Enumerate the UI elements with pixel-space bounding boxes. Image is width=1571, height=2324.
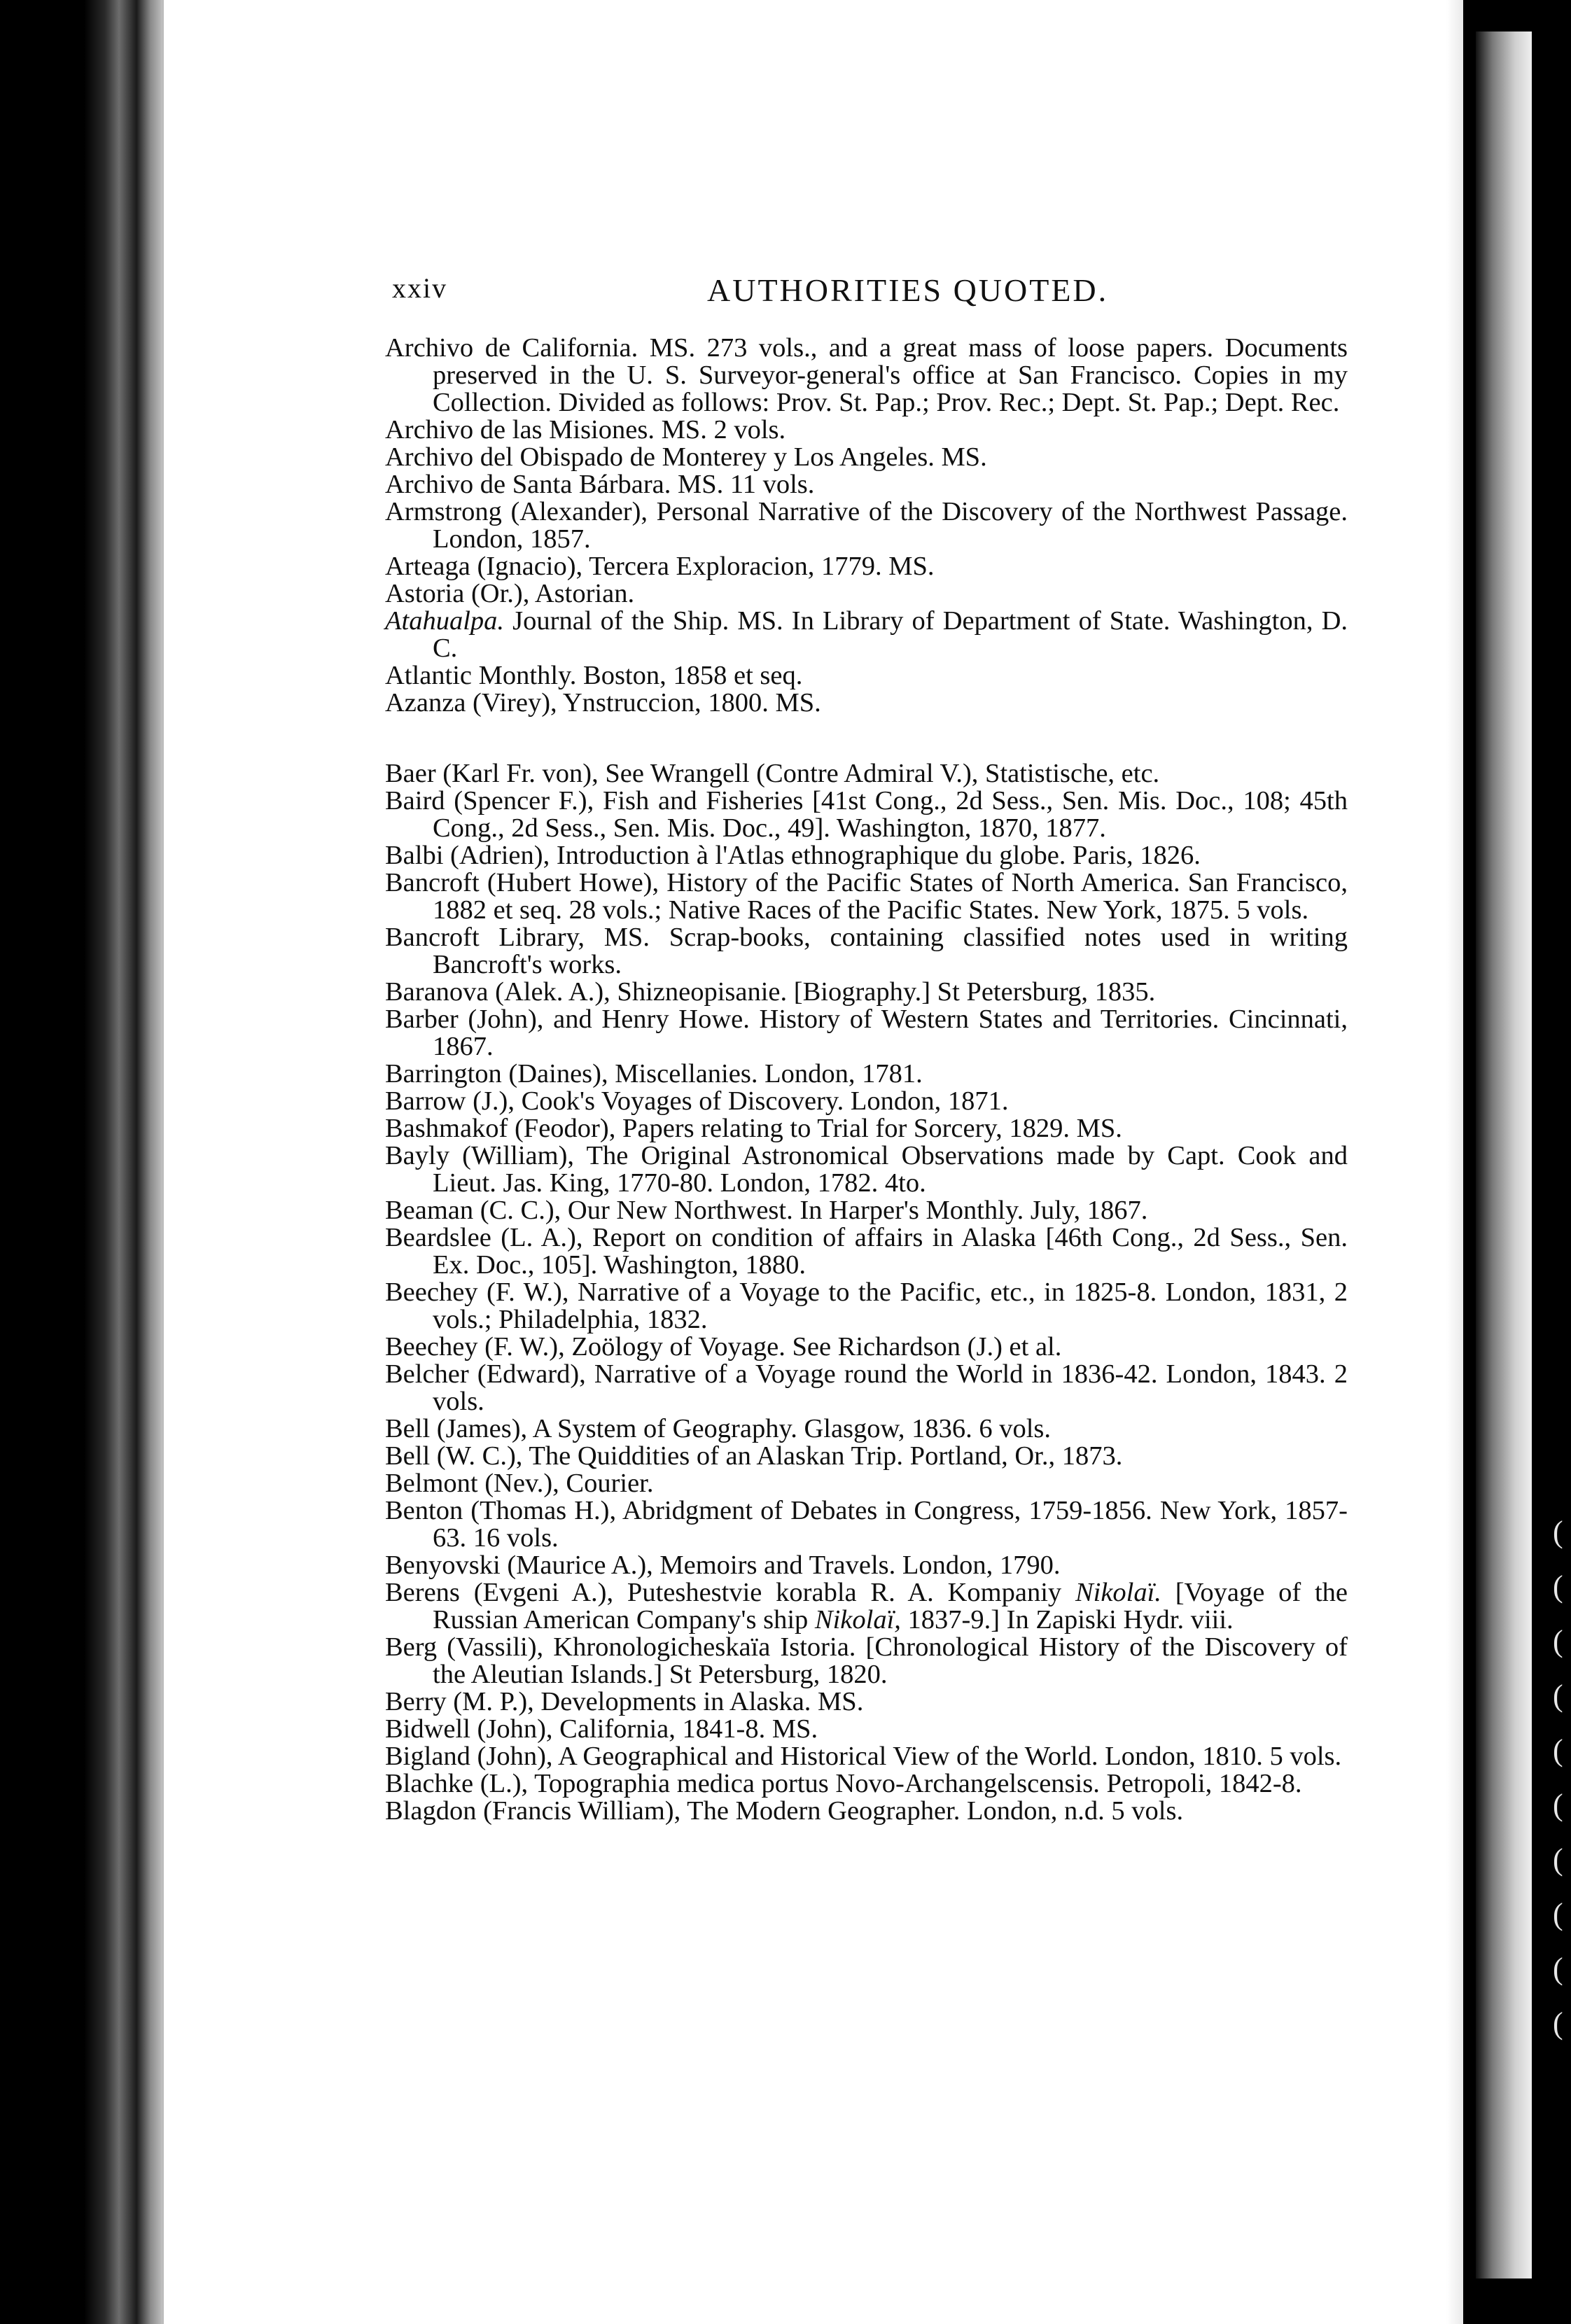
entry-text: Journal of the Ship. MS. In Library of Department of State. Washington, D. C. (433, 606, 1348, 663)
edge-glyph: ( (1553, 1515, 1563, 1549)
group-spacer (385, 717, 1348, 760)
bibliography-entry (385, 1142, 1348, 1197)
bibliography-entry (385, 924, 1348, 979)
bibliography-entry (385, 498, 1348, 553)
bibliography-group-b (385, 760, 1348, 1825)
entry-text: Armstrong (Alexander), Personal Narrative of the Discovery of the Northwest Passage. London, 1857. (385, 497, 1348, 554)
bibliography-entry (385, 553, 1348, 580)
entry-text: Baranova (Alek. A.), Shizneopisanie. [Biography.] St Petersburg, 1835. (385, 977, 1156, 1007)
entry-text: Azanza (Virey), Ynstruccion, 1800. MS. (385, 688, 821, 718)
edge-glyph: ( (1553, 1624, 1563, 1658)
entry-text: Beaman (C. C.), Our New Northwest. In Harper's Monthly. July, 1867. (385, 1196, 1148, 1225)
entry-text: Benyovski (Maurice A.), Memoirs and Travels. London, 1790. (385, 1550, 1061, 1580)
bibliography-entry (385, 1770, 1348, 1798)
bibliography-entry (385, 1716, 1348, 1743)
entry-italic-title: Nikolaï. (1075, 1578, 1161, 1607)
bibliography-entry (385, 1470, 1348, 1497)
bibliography-entry (385, 1798, 1348, 1825)
entry-text: Baird (Spencer F.), Fish and Fisheries [41st Cong., 2d Sess., Sen. Mis. Doc., 108; 45th Cong., 2d Sess., Sen. Mis. Doc., 49]. Washington, 1870, 1877. (385, 786, 1348, 843)
bibliography-entry (385, 1197, 1348, 1224)
entry-text: Bidwell (John), California, 1841-8. MS. (385, 1714, 818, 1744)
entry-text: Archivo de California. MS. 273 vols., and a great mass of loose papers. Documents preserved in the U. S. Surveyor-general's office at San Francisco. Copies in my Collection. Divided as follows: Prov. St. Pap.; Prov. Rec.; Dept. St. Pap.; Dept. Rec. (385, 333, 1348, 417)
edge-glyph: ( (1553, 1679, 1563, 1713)
bibliography-entry (385, 1497, 1348, 1552)
entry-text: Blachke (L.), Topographia medica portus Novo-Archangelscensis. Petropoli, 1842-8. (385, 1769, 1302, 1798)
bibliography-entry (385, 760, 1348, 788)
entry-text: Bell (W. C.), The Quiddities of an Alaskan Trip. Portland, Or., 1873. (385, 1441, 1123, 1471)
entry-text: Beardslee (L. A.), Report on condition of affairs in Alaska [46th Cong., 2d Sess., Sen. Ex. Doc., 105]. Washington, 1880. (385, 1223, 1348, 1280)
bibliography-entry (385, 335, 1348, 416)
entry-text: Baer (Karl Fr. von), See Wrangell (Contre Admiral V.), Statistische, etc. (385, 759, 1160, 788)
bibliography-entry (385, 1088, 1348, 1115)
bibliography-entry (385, 788, 1348, 842)
bibliography-entry (385, 690, 1348, 717)
entry-text: Berg (Vassili), Khronologicheskaïa Istoria. [Chronological History of the Discovery of the Aleutian Islands.] St Petersburg, 1820. (385, 1632, 1348, 1689)
bibliography-list (385, 335, 1348, 1825)
entry-text: Bayly (William), The Original Astronomical Observations made by Capt. Cook and Lieut. Jas. King, 1770-80. London, 1782. 4to. (385, 1141, 1348, 1198)
bibliography-group-a (385, 335, 1348, 717)
bibliography-entry (385, 608, 1348, 662)
edge-glyph: ( (1553, 1733, 1563, 1768)
entry-text: Bancroft (Hubert Howe), History of the Pacific States of North America. San Francisco, 1882 et seq. 28 vols.; Native Races of the Pacific States. New York, 1875. 5 vols. (385, 868, 1348, 925)
entry-text: Archivo de Santa Bárbara. MS. 11 vols. (385, 470, 815, 499)
entry-text: Bigland (John), A Geographical and Historical View of the World. London, 1810. 5 vols. (385, 1742, 1342, 1771)
bibliography-entry (385, 1115, 1348, 1142)
page-number: xxiv (392, 272, 448, 304)
entry-text: Barber (John), and Henry Howe. History of Western States and Territories. Cincinnati, 1867. (385, 1004, 1348, 1061)
bibliography-entry (385, 1579, 1348, 1634)
edge-glyph: ( (1553, 1952, 1563, 1986)
bibliography-entry (385, 1279, 1348, 1334)
bibliography-entry (385, 1060, 1348, 1088)
entry-text: Blagdon (Francis William), The Modern Geographer. London, n.d. 5 vols. (385, 1796, 1184, 1826)
entry-text: Astoria (Or.), Astorian. (385, 579, 635, 608)
entry-text: Benton (Thomas H.), Abridgment of Debates in Congress, 1759-1856. New York, 1857-63. 16 vols. (385, 1496, 1348, 1553)
bibliography-entry (385, 416, 1348, 444)
entry-text: Bashmakof (Feodor), Papers relating to Trial for Sorcery, 1829. MS. (385, 1114, 1122, 1143)
entry-italic-title: Nikolaï, (814, 1605, 901, 1634)
bibliography-entry (385, 444, 1348, 471)
bibliography-entry (385, 1361, 1348, 1415)
entry-text: Beechey (F. W.), Narrative of a Voyage to the Pacific, etc., in 1825-8. London, 1831, 2 vols.; Philadelphia, 1832. (385, 1278, 1348, 1334)
running-header (392, 272, 1442, 314)
entry-italic-title: Atahualpa. (385, 606, 505, 636)
entry-text: 1837-9.] In Zapiski Hydr. viii. (900, 1605, 1234, 1634)
edge-glyph: ( (1553, 1788, 1563, 1822)
entry-text: Berens (Evgeni A.), Puteshestvie korabla R. A. Kompaniy (385, 1578, 1075, 1607)
bibliography-entry (385, 979, 1348, 1006)
entry-text: Archivo del Obispado de Monterey y Los Angeles. MS. (385, 442, 987, 472)
edge-glyph: ( (1553, 1897, 1563, 1931)
entry-text: Bell (James), A System of Geography. Glasgow, 1836. 6 vols. (385, 1414, 1051, 1443)
entry-text: Barrow (J.), Cook's Voyages of Discovery. London, 1871. (385, 1086, 1009, 1116)
edge-glyph: ( (1553, 1842, 1563, 1877)
bibliography-entry (385, 869, 1348, 924)
entry-text: Atlantic Monthly. Boston, 1858 et seq. (385, 661, 803, 690)
bibliography-entry (385, 1224, 1348, 1279)
entry-text: Berry (M. P.), Developments in Alaska. MS. (385, 1687, 864, 1716)
bibliography-entry (385, 1688, 1348, 1716)
entry-text: Arteaga (Ignacio), Tercera Exploracion, 1779. MS. (385, 552, 935, 581)
entry-text: Archivo de las Misiones. MS. 2 vols. (385, 415, 786, 444)
bibliography-entry (385, 1415, 1348, 1443)
bibliography-entry (385, 842, 1348, 869)
entry-text: Barrington (Daines), Miscellanies. London, 1781. (385, 1059, 923, 1088)
bibliography-entry (385, 1552, 1348, 1579)
entry-text: Belcher (Edward), Narrative of a Voyage round the World in 1836-42. London, 1843. 2 vols. (385, 1359, 1348, 1416)
edge-glyph: ( (1553, 2006, 1563, 2040)
page-title: AUTHORITIES QUOTED. (707, 272, 1109, 308)
book-spine-shadow (0, 0, 168, 2324)
bibliography-entry (385, 1634, 1348, 1688)
edge-glyph: ( (1553, 1569, 1563, 1604)
entry-text: Balbi (Adrien), Introduction à l'Atlas ethnographique du globe. Paris, 1826. (385, 841, 1201, 870)
bibliography-entry (385, 1743, 1348, 1770)
entry-text: [Voyage of the Russian American Company's ship (433, 1578, 1348, 1634)
entry-text: Beechey (F. W.), Zoölogy of Voyage. See Richardson (J.) et al. (385, 1332, 1062, 1362)
entry-text: Belmont (Nev.), Courier. (385, 1469, 654, 1498)
facing-page-edge (1476, 31, 1532, 2278)
bibliography-entry (385, 580, 1348, 608)
entry-text: Bancroft Library, MS. Scrap-books, containing classified notes used in writing Bancroft's works. (385, 923, 1348, 979)
bibliography-entry (385, 1006, 1348, 1060)
bibliography-entry (385, 662, 1348, 690)
facing-page-glyphs (1553, 1505, 1571, 2040)
bibliography-entry (385, 1334, 1348, 1361)
bibliography-entry (385, 471, 1348, 498)
bibliography-entry (385, 1443, 1348, 1470)
